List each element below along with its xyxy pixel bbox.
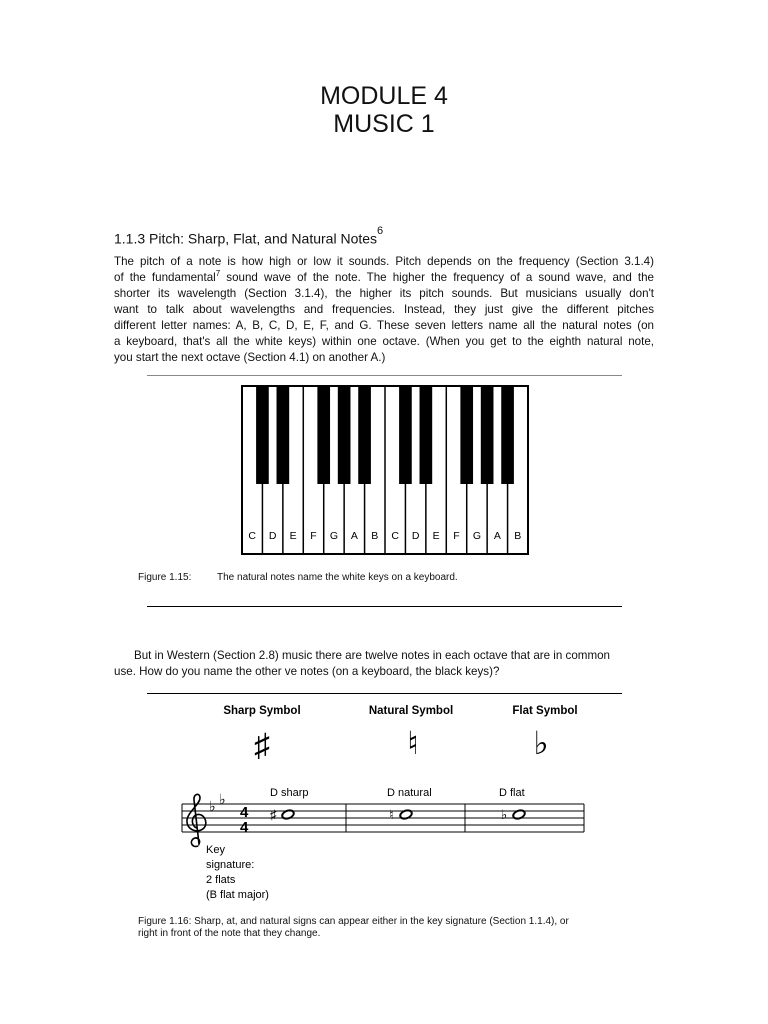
d-sharp-label: D sharp — [270, 787, 309, 799]
black-key — [460, 386, 473, 484]
figure-1-16-caption — [138, 916, 638, 940]
sharp-accidental-icon: ♯ — [270, 807, 277, 822]
black-key — [420, 386, 433, 484]
paragraph-twelve-notes — [114, 648, 654, 680]
time-signature-top: 4 — [240, 804, 249, 821]
paragraph-line: use. How do you name the other ve notes (on a keyboard, the black keys)? — [114, 665, 500, 678]
divider — [147, 606, 622, 607]
key-signature-label: Key — [206, 844, 225, 856]
paragraph-line: The pitch of a note is how high or low it sounds. Pitch depends on the frequency (Section 3.1.4) — [114, 255, 654, 268]
sharp-symbol-title: Sharp Symbol — [223, 705, 301, 717]
white-key-label: E — [432, 530, 440, 542]
black-key — [338, 386, 351, 484]
white-key-label: E — [289, 530, 297, 542]
module-subtitle: MUSIC 1 — [333, 110, 435, 138]
flat-icon: ♭ — [533, 725, 549, 761]
black-key — [317, 386, 330, 484]
key-signature-label: 2 flats — [206, 874, 236, 886]
white-key-label: D — [268, 530, 277, 542]
d-natural-label: D natural — [387, 787, 432, 799]
white-key-label: F — [453, 530, 460, 542]
paragraph-pitch — [114, 254, 654, 366]
paragraph-line-prefix: of the fundamental — [114, 271, 216, 284]
flat-symbol-title: Flat Symbol — [512, 705, 578, 717]
key-signature-flat-icon: ♭ — [209, 798, 216, 814]
paragraph-line — [114, 270, 654, 286]
black-key — [256, 386, 269, 484]
divider — [147, 693, 622, 694]
figure-1-16-line: Figure 1.16: Sharp, at, and natural signs can appear either in the key signature (Section 1.1.4), or — [138, 916, 569, 927]
treble-clef-icon — [187, 794, 206, 846]
paragraph-line: shorter its wavelength (Section 3.1.4), the higher its pitch sounds. But musicians usually don't — [114, 287, 654, 300]
footnote-marker: 6 — [377, 225, 384, 237]
white-key-label: C — [391, 530, 400, 542]
natural-accidental-icon: ♮ — [389, 807, 394, 822]
white-key-label: A — [350, 530, 358, 542]
figure-1-15-text: The natural notes name the white keys on a keyboard. — [217, 572, 458, 583]
divider — [147, 375, 622, 376]
white-key-label: C — [248, 530, 257, 542]
black-key — [399, 386, 412, 484]
white-key-label: G — [472, 530, 482, 542]
paragraph-line: But in Western (Section 2.8) music there are twelve notes in each octave that are in common — [134, 649, 611, 662]
white-key-label: G — [329, 530, 339, 542]
flat-accidental-icon: ♭ — [501, 807, 508, 822]
figure-1-16-line: right in front of the note that they change. — [138, 928, 321, 939]
time-signature-bottom: 4 — [240, 819, 249, 836]
key-signature-flat-icon: ♭ — [219, 791, 226, 807]
black-key — [358, 386, 371, 484]
white-key-label: B — [371, 530, 379, 542]
paragraph-line-rest: sound wave of the note. The higher the frequency of a sound wave, and the — [226, 271, 654, 284]
key-signature-label: (B flat major) — [206, 889, 269, 901]
accidental-symbols-diagram — [176, 698, 596, 908]
d-flat-label: D flat — [499, 787, 525, 799]
black-key — [277, 386, 290, 484]
white-key-label: A — [493, 530, 501, 542]
figure-1-15-label: Figure 1.15: — [138, 572, 192, 583]
section-heading-text: 1.1.3 Pitch: Sharp, Flat, and Natural Notes — [114, 230, 378, 247]
paragraph-line: a keyboard, that's all the white keys) within one octave. (When you get to the eighth natural note, — [114, 335, 654, 348]
black-key — [481, 386, 494, 484]
paragraph-line: you start the next octave (Section 4.1) on another A.) — [114, 351, 386, 364]
white-key-label: D — [411, 530, 420, 542]
keyboard-diagram — [236, 382, 536, 558]
section-heading — [114, 225, 384, 247]
module-title: MODULE 4 — [320, 82, 448, 110]
paragraph-line: want to talk about wavelengths and frequencies. Instead, they just give the different pitches — [114, 303, 654, 316]
key-signature-label: signature: — [206, 859, 255, 871]
natural-icon: ♮ — [407, 725, 419, 761]
sharp-icon: ♯ — [254, 727, 270, 763]
natural-symbol-title: Natural Symbol — [368, 705, 454, 717]
paragraph-line: different letter names: A, B, C, D, E, F, and G. These seven letters name all the natural notes (on — [114, 319, 654, 332]
white-key-label: F — [310, 530, 317, 542]
black-key — [501, 386, 514, 484]
white-key-label: B — [514, 530, 522, 542]
footnote-marker: 7 — [215, 269, 221, 279]
